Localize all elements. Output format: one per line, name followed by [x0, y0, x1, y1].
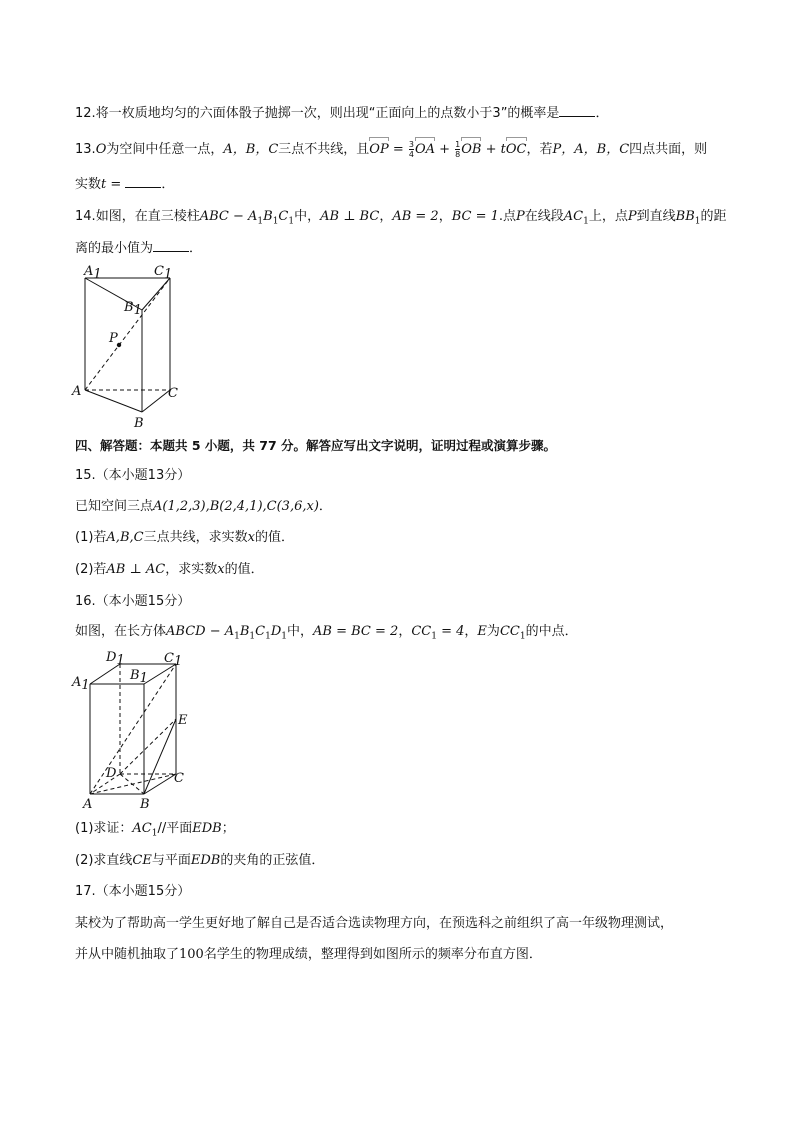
- segment-de-hidden: [120, 719, 176, 774]
- prism-figure: [68, 262, 198, 432]
- label-b1: B1: [130, 668, 148, 686]
- edge-ab: [85, 390, 142, 412]
- question-16-intro: 如图，在长方体ABCD − $A_1B_1C_1D_1$中，AB = BC = 2，$CC_1 = 4$，E为$CC_1$的中点．: [75, 624, 578, 642]
- question-17-line2: 并从中随机抽取了100名学生的物理成绩，整理得到如图所示的频率分布直方图．: [75, 947, 542, 962]
- label-a: A: [83, 797, 93, 812]
- answer-blank[interactable]: [125, 174, 161, 188]
- label-e: E: [178, 713, 188, 728]
- question-16-head: 16.（本小题15分）: [75, 594, 191, 609]
- label-a1: A1: [72, 675, 90, 693]
- fraction-3-4: $\frac{3}{4}$: [408, 140, 414, 159]
- question-15-part1: (1)若A,B,C三点共线，求实数x的值．: [75, 530, 294, 545]
- segment-ac-hidden: [90, 774, 176, 794]
- label-d1: D1: [106, 650, 125, 668]
- question-13: 13.O为空间中任意一点，A，B，C三点不共线，且OP = $\frac{3}{4}$ OA + $\frac{1}{8}$ OB + tOC，若P，A，B，C四点共面，则: [75, 140, 708, 159]
- label-b: B: [140, 797, 150, 812]
- label-c: C: [168, 386, 178, 401]
- label-b1: B1: [124, 300, 142, 318]
- question-13-line2: 实数t = ．: [75, 174, 734, 195]
- fraction-1-8: $\frac{1}{8}$: [455, 140, 461, 159]
- section-4-heading: 四、解答题：本题共 5 小题，共 77 分。解答应写出文字说明，证明过程或演算步骤。: [75, 438, 557, 453]
- question-15-head: 15.（本小题13分）: [75, 468, 191, 483]
- cuboid-figure: [68, 646, 198, 814]
- label-c1: C1: [154, 264, 173, 282]
- label-a1: A1: [84, 264, 102, 282]
- question-15-intro: 已知空间三点A(1,2,3),B(2,4,1),C(3,6,x)．: [75, 499, 332, 514]
- question-17-line1: 某校为了帮助高一学生更好地了解自己是否适合选读物理方向，在预选科之前组织了高一年级物理测试，: [75, 916, 674, 931]
- segment-be: [144, 719, 176, 794]
- label-c: C: [174, 771, 184, 786]
- edge-bc: [142, 390, 170, 412]
- question-16-part1: (1)求证：$AC_1//$平面EDB；: [75, 821, 235, 839]
- question-12: 12.将一枚质地均匀的六面体骰子抛掷一次，则出现“正面向上的点数小于3”的概率是 ．: [75, 103, 734, 124]
- label-c1: C1: [164, 651, 183, 669]
- question-16-part2: (2)求直线CE与平面EDB的夹角的正弦值．: [75, 853, 325, 868]
- answer-blank[interactable]: [153, 238, 189, 252]
- answer-blank[interactable]: [559, 103, 595, 117]
- label-b: B: [134, 416, 144, 431]
- question-14: 14.如图，在直三棱柱ABC − $A_1B_1C_1$中，AB ⊥ BC，AB = 2，BC = 1.点P在线段$AC_1$上，点P到直线$BB_1$的距: [75, 209, 727, 227]
- label-d: D: [106, 766, 117, 781]
- question-15-part2: (2)若AB ⊥ AC，求实数x的值．: [75, 562, 264, 577]
- question-14-line2: 离的最小值为 ．: [75, 238, 734, 259]
- edge-b1c1: [144, 664, 176, 684]
- label-a: A: [72, 384, 82, 399]
- question-17-head: 17.（本小题15分）: [75, 884, 191, 899]
- segment-ac1: [85, 278, 170, 390]
- label-p: P: [109, 331, 118, 346]
